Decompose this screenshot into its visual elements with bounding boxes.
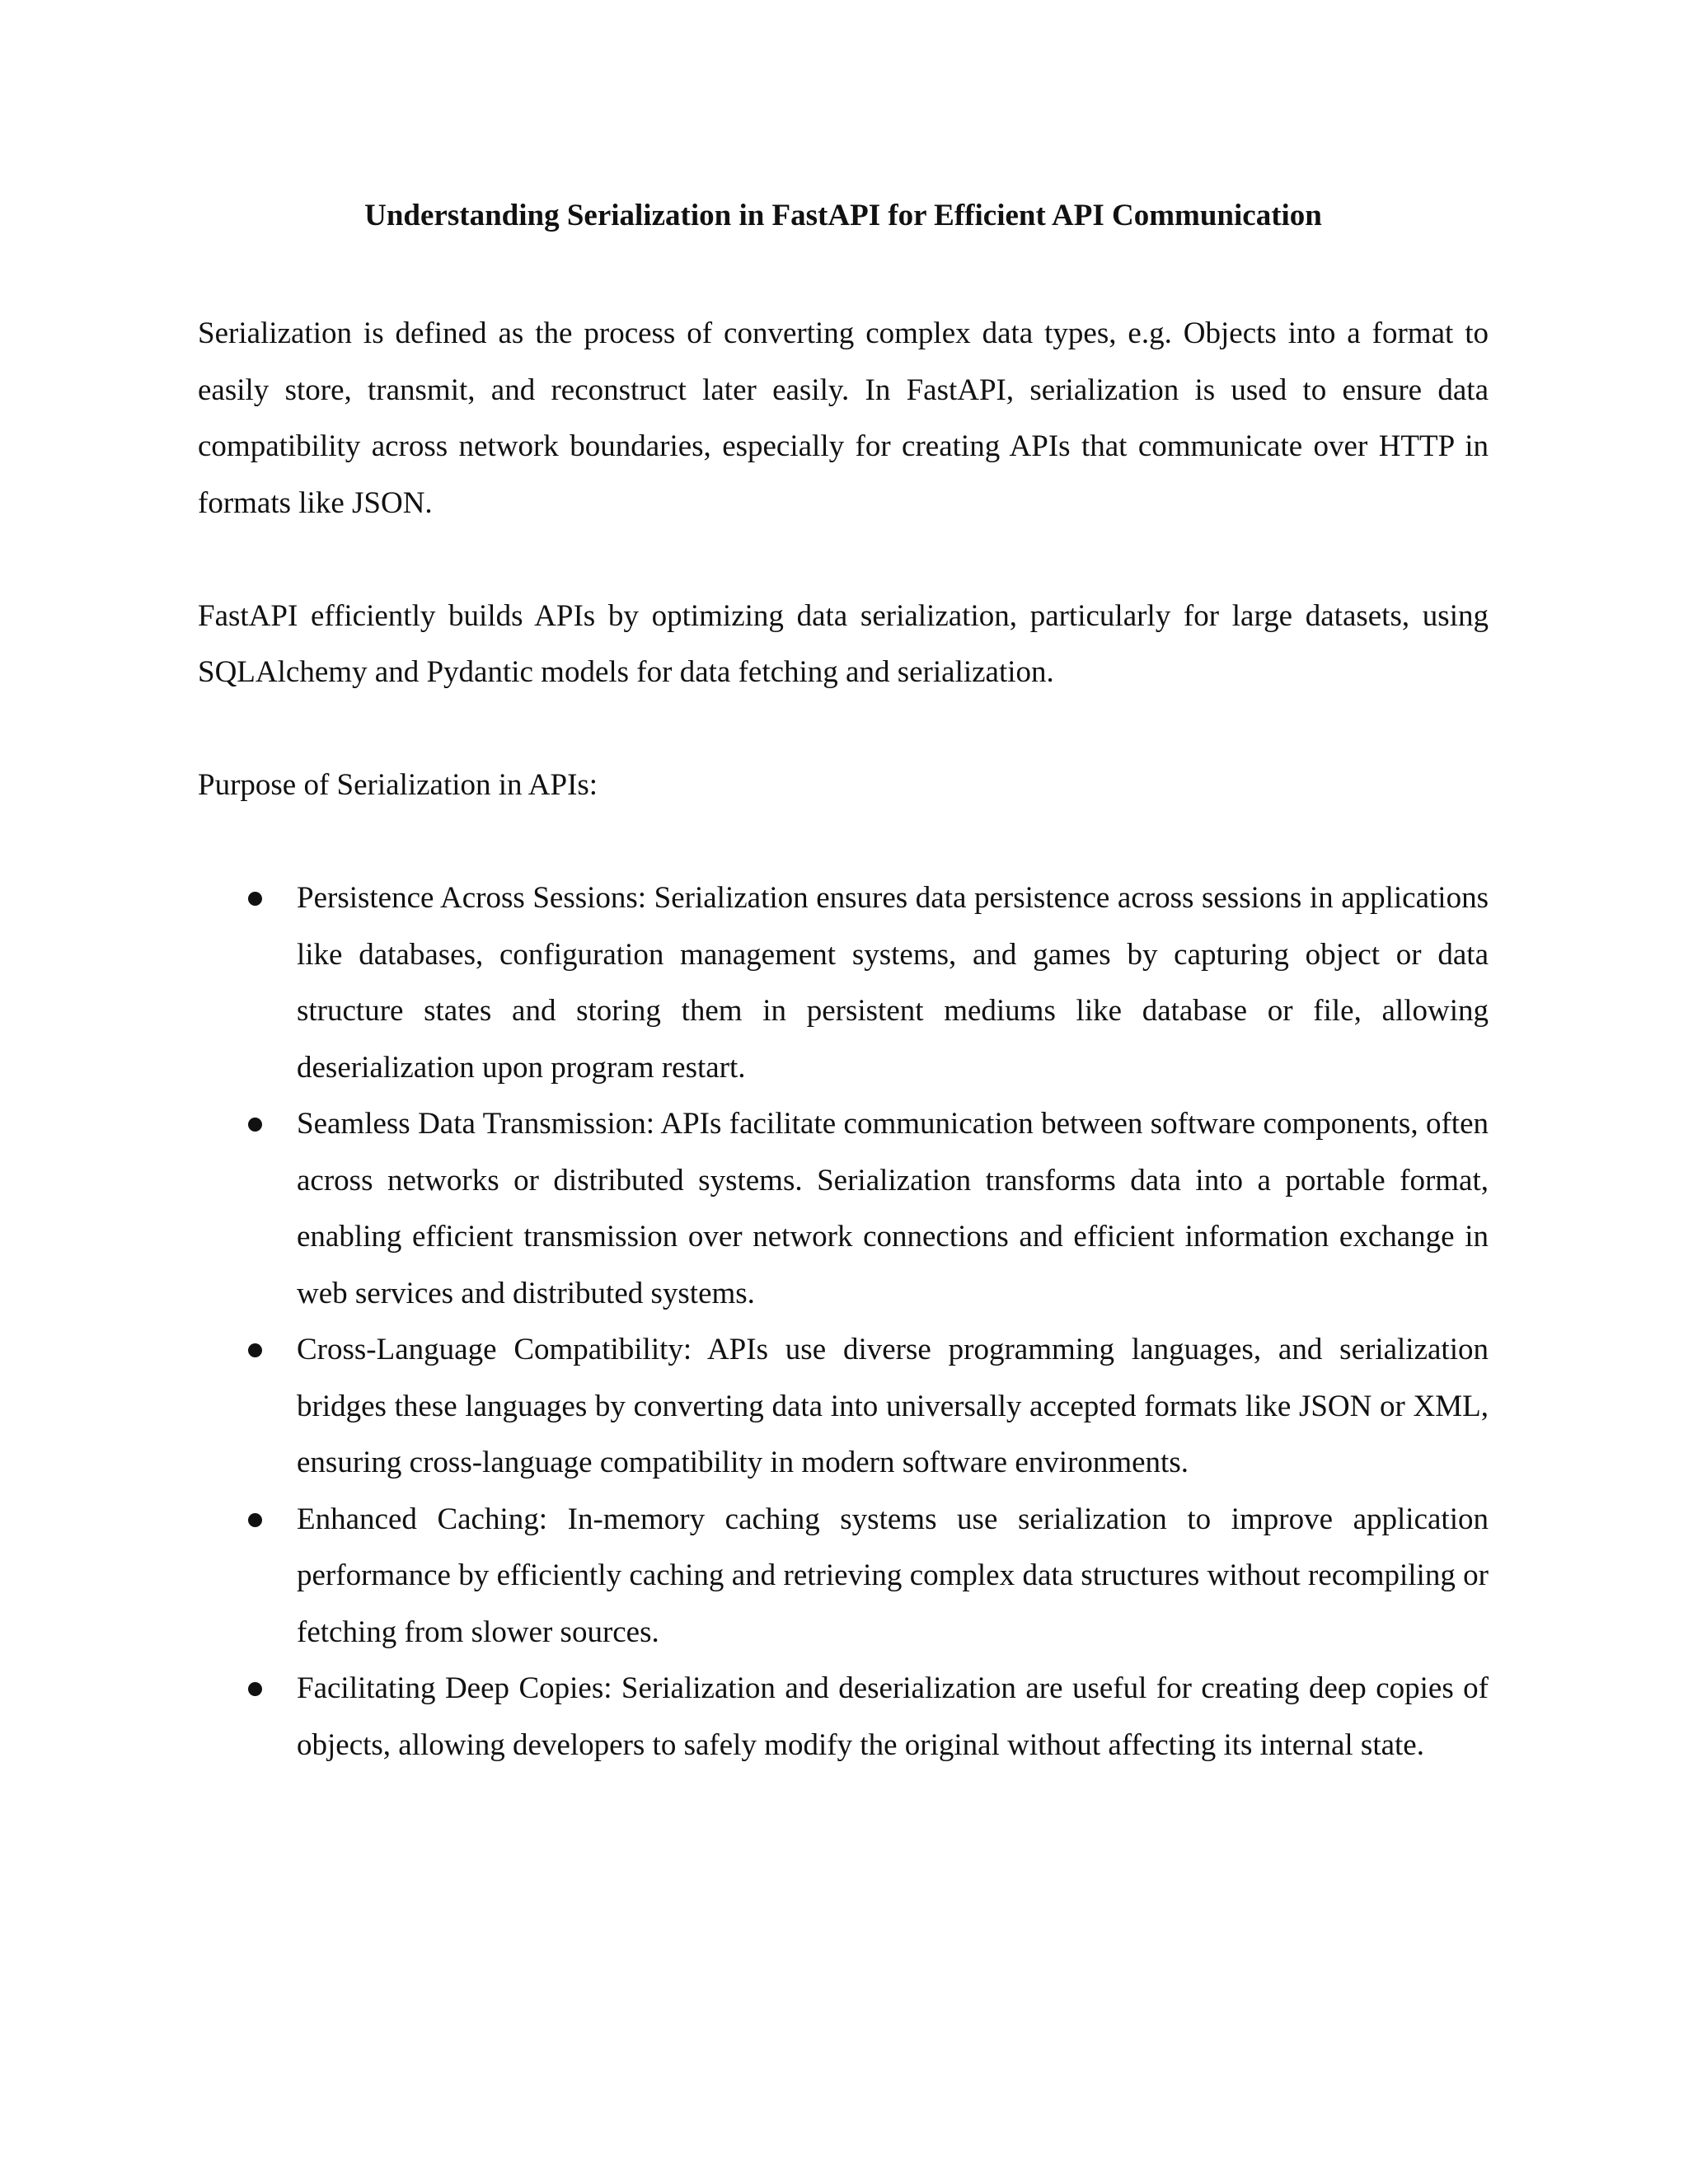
purpose-list: [198, 870, 1489, 1774]
list-item-text: Facilitating Deep Copies: Serialization and deserialization are useful for creating deep copies of objects, allowing developers to safely modify the original without affecting its internal state.: [297, 1671, 1489, 1762]
list-item-text: Enhanced Caching: In-memory caching systems use serialization to improve application performance by efficiently caching and retrieving complex data structures without recompiling or fetching from slower sources.: [297, 1502, 1489, 1649]
intro-paragraph: Serialization is defined as the process of converting complex data types, e.g. Objects into a format to easily store, transmit, and reconstruct later easily. In FastAPI, serialization is used to ensure data compatibility across network boundaries, especially for creating APIs that communicate over HTTP in formats like JSON.: [198, 316, 1489, 520]
list-item-text: Persistence Across Sessions: Serialization ensures data persistence across sessions in applications like databases, configuration management systems, and games by capturing object or data structure states and storing them in persistent mediums like database or file, allowing deserialization upon program restart.: [297, 881, 1489, 1085]
paragraph-spacer: [198, 814, 1489, 871]
paragraph-spacer: [198, 701, 1489, 758]
list-item: [198, 1322, 1489, 1492]
fastapi-paragraph: FastAPI efficiently builds APIs by optimizing data serialization, particularly for large datasets, using SQLAlchemy and Pydantic models for data fetching and serialization.: [198, 598, 1489, 689]
bullet-icon: [248, 892, 262, 906]
bullet-icon: [248, 1513, 262, 1527]
section-heading: Purpose of Serialization in APIs:: [198, 768, 598, 802]
bullet-icon: [248, 1343, 262, 1357]
document-body: [198, 306, 1489, 1774]
document-title: Understanding Serialization in FastAPI for Efficient API Communication: [364, 199, 1322, 232]
list-item: [198, 870, 1489, 1096]
list-item: [198, 1661, 1489, 1774]
list-item-text: Cross-Language Compatibility: APIs use diverse programming languages, and serialization bridges these languages by converting data into universally accepted formats like JSON or XML, ensuring cross-language compatibility in modern software environments.: [297, 1333, 1489, 1479]
list-item-text: Seamless Data Transmission: APIs facilitate communication between software components, often across networks or distributed systems. Serialization transforms data into a portable format, enabling efficient transmission over network connections and efficient information exchange in web services and distributed systems.: [297, 1107, 1489, 1310]
list-item: [198, 1492, 1489, 1661]
paragraph-spacer: [198, 532, 1489, 588]
list-item: [198, 1096, 1489, 1322]
bullet-icon: [248, 1118, 262, 1132]
bullet-icon: [248, 1682, 262, 1696]
